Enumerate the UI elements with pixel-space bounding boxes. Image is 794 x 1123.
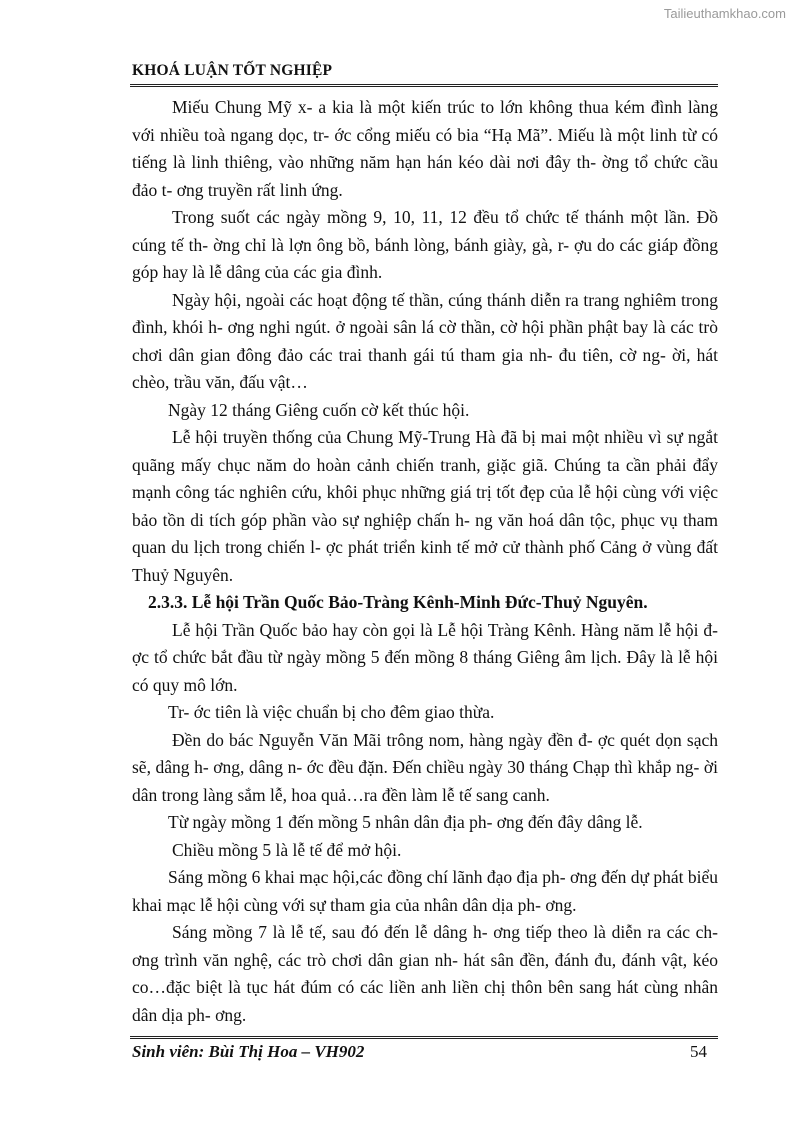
page-number: 54 (690, 1042, 707, 1061)
footer-rule (130, 1036, 718, 1039)
paragraph: Trong suốt các ngày mồng 9, 10, 11, 12 đều tổ chức tế thánh một lần. Đồ cúng tế th- ờng chỉ là lợn ông bồ, bánh lòng, bánh giày, gà, r- ợu do các giáp đồng góp hay là lễ dâng của các gia đình. (132, 207, 718, 282)
paragraph: Đền do bác Nguyễn Văn Mãi trông nom, hàng ngày đền đ- ợc quét dọn sạch sẽ, dâng h- ơng, dâng n- ớc đều đặn. Đến chiều ngày 30 tháng Chạp thì khắp ng- ời dân trong làng sắm lễ, hoa quả…ra đền làm lễ tế sang canh. (132, 729, 718, 805)
paragraph: Lễ hội Trần Quốc bảo hay còn gọi là Lễ hội Tràng Kênh. Hàng năm lễ hội đ- ợc tổ chức bắt đầu từ ngày mồng 5 đến mồng 8 tháng Giêng âm lịch. Đây là lễ hội có quy mô lớn. (132, 619, 718, 695)
footer-student-name: Sinh viên: Bùi Thị Hoa – VH902 (132, 1042, 365, 1061)
page-header-title: KHOÁ LUẬN TỐT NGHIỆP (132, 62, 333, 79)
paragraph: Từ ngày mồng 1 đến mồng 5 nhân dân địa ph- ơng đến đây dâng lễ. (168, 812, 643, 832)
paragraph: Sáng mồng 7 là lễ tế, sau đó đến lễ dâng h- ơng tiếp theo là diễn ra các ch- ơng trình văn nghệ, các trò chơi dân gian nh- hát sân đền, đánh đu, đánh vật, kéo co…đặc biệt là tục hát đúm có các liền anh liền chị thôn bên sang hát cùng nhân dân dịa ph- ơng. (132, 922, 718, 1025)
watermark-text: Tailieuthamkhao.com (663, 6, 786, 21)
document-body (132, 94, 718, 1029)
paragraph: Sáng mồng 6 khai mạc hội,các đồng chí lãnh đạo địa ph- ơng đến dự phát biểu khai mạc lễ hội cùng với sự tham gia của nhân dân dịa ph- ơng. (132, 867, 718, 915)
paragraph: Ngày 12 tháng Giêng cuốn cờ kết thúc hội. (168, 399, 470, 420)
paragraph: Chiều mồng 5 là lễ tế để mở hội. (172, 839, 402, 860)
header-rule (130, 84, 718, 87)
paragraph: Tr- ớc tiên là việc chuẩn bị cho đêm giao thừa. (168, 702, 495, 722)
section-heading: 2.3.3. Lễ hội Trần Quốc Bảo-Tràng Kênh-Minh Đức-Thuỷ Nguyên. (148, 592, 648, 612)
paragraph: Miếu Chung Mỹ x- a kia là một kiến trúc to lớn không thua kém đình làng với nhiều toà ngang dọc, tr- ớc cổng miếu có bia “Hạ Mã”. Miếu là một linh từ có tiếng là linh thiêng, vào những năm hạn hán kéo dài nơi đây th- ờng tổ chức cầu đảo t- ơng truyền rất linh ứng. (132, 97, 718, 200)
paragraph: Lễ hội truyền thống của Chung Mỹ-Trung Hà đã bị mai một nhiều vì sự ngắt quãng mấy chục năm do hoàn cảnh chiến tranh, giặc giã. Chúng ta cần phải đẩy mạnh công tác nghiên cứu, khôi phục những giá trị tốt đẹp của lễ hội cùng với việc bảo tồn di tích góp phần vào sự nghiệp chấn h- ng văn hoá dân tộc, phục vụ tham quan du lịch trong chiến l- ợc phát triển kinh tế mở cử thành phố Cảng ở vùng đất Thuỷ Nguyên. (132, 427, 718, 585)
paragraph: Ngày hội, ngoài các hoạt động tế thần, cúng thánh diễn ra trang nghiêm trong đình, khói h- ơng nghi ngút. ở ngoài sân lá cờ thần, cờ hội phần phật bay là các trò chơi dân gian đông đảo các trai thanh gái tú tham gia nh- đu tiên, cờ ng- ời, hát chèo, trầu văn, đấu vật… (132, 289, 718, 392)
